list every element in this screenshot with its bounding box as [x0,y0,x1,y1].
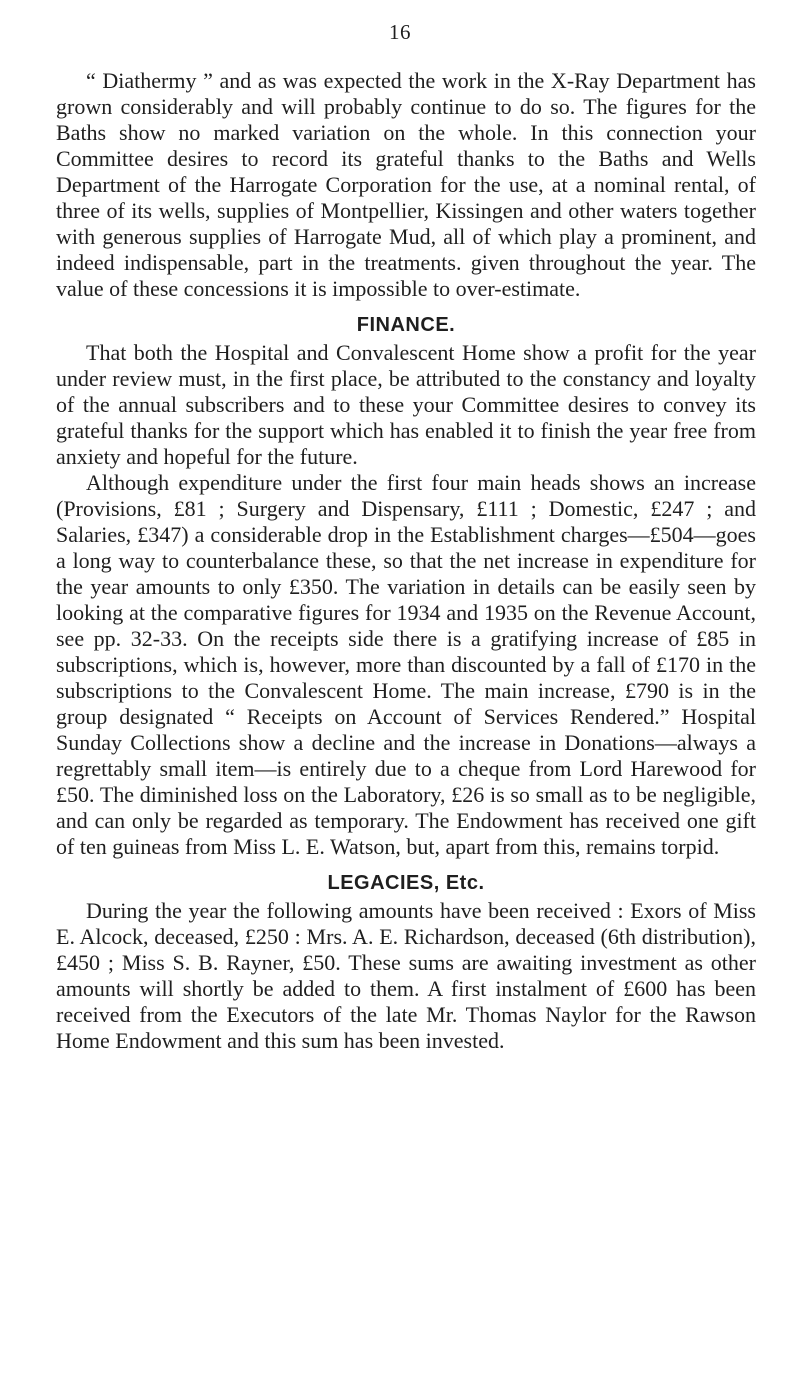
legacies-paragraph: During the year the following amounts have been received : Exors of Miss E. Alcock, deceased, £250 : Mrs. A. E. Richardson, deceased (6th distribution), £450 ; Miss S. B. Rayner, £50. These sums are awaiting investment as other amounts will shortly be added to them. A first instalment of £600 has been received from the Executors of the late Mr. Thomas Naylor for the Rawson Home Endowment and this sum has been invested. [56,898,756,1053]
legacies-heading: LEGACIES, Etc. [327,872,485,894]
diathermy-paragraph: “ Diathermy ” and as was expected the work in the X-Ray Department has grown considerably and will probably continue to do so. The figures for the Baths show no marked variation on the whole. In this connection your Committee desires to record its grateful thanks to the Baths and Wells Department of the Harrogate Corporation for the use, at a nominal rental, of three of its wells, supplies of Montpellier, Kissingen and other waters together with generous supplies of Harrogate Mud, all of which play a prominent, and indeed indispensable, part in the treatments. given throughout the year. The value of these concessions it is impossible to over-estimate. [56,68,756,301]
page-number: 16 [389,20,411,44]
finance-heading: FINANCE. [356,314,456,336]
finance-paragraph-2: Although expenditure under the first four main heads shows an increase (Provisions, £81 ; Surgery and Dispensary, £111 ; Domestic, £247 ; and Salaries, £347) a considerable drop in the Establishment charges—£504—goes a long way to counterbalance these, so that the net increase in expenditure for the year amounts to only £350. The variation in details can be easily seen by looking at the comparative figures for 1934 and 1935 on the Revenue Account, see pp. 32-33. On the receipts side there is a gratifying increase of £85 in subscriptions, which is, however, more than discounted by a fall of £170 in the subscriptions to the Convalescent Home. The main increase, £790 is in the group designated “ Receipts on Account of Services Rendered.” Hospital Sunday Collections show a decline and the increase in Donations—always a regrettably small item—is entirely due to a cheque from Lord Harewood for £50. The diminished loss on the Laboratory, £26 is so small as to be negligible, and can only be regarded as temporary. The Endowment has received one gift of ten guineas from Miss L. E. Watson, but, apart from this, remains torpid. [56,470,756,859]
finance-paragraph-1: That both the Hospital and Convalescent Home show a profit for the year under review must, in the first place, be attributed to the constancy and loyalty of the annual subscribers and to these your Committee desires to convey its grateful thanks for the support which has enabled it to finish the year free from anxiety and hopeful for the future. [56,340,756,469]
body-text [56,68,756,1054]
